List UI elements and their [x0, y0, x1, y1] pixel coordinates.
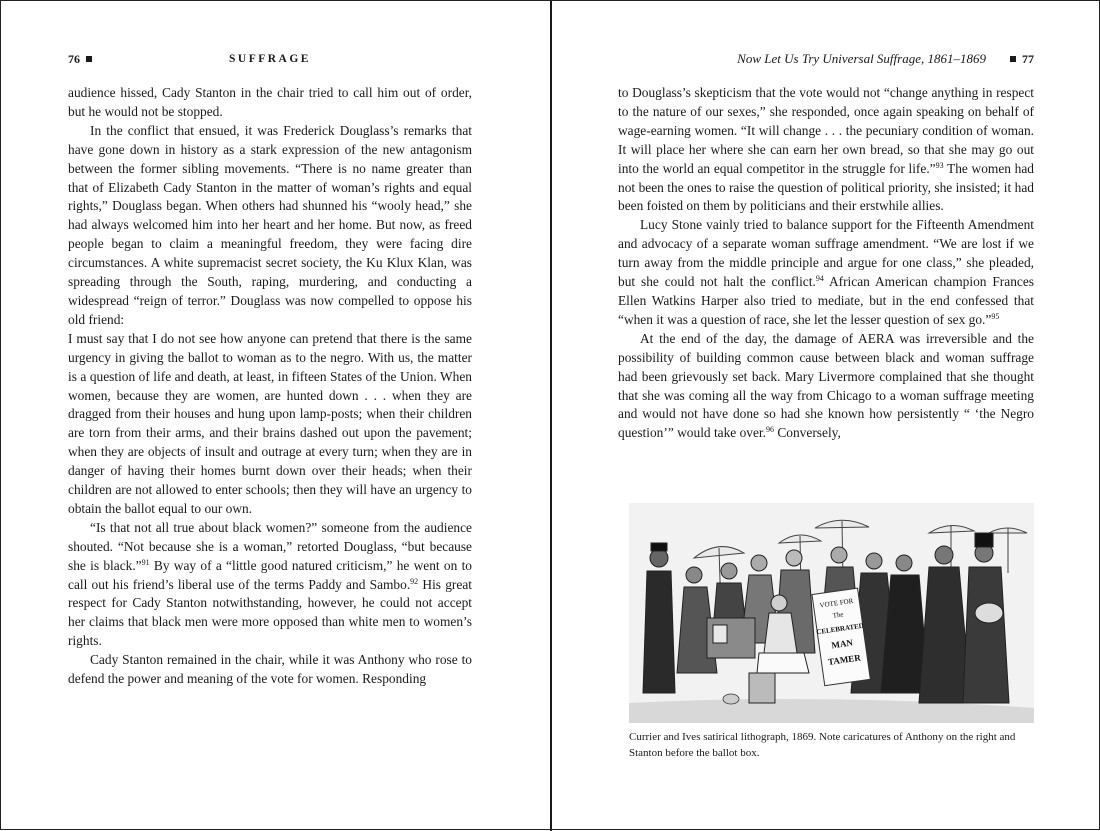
paragraph: audience hissed, Cady Stanton in the chair tried to call him out of order, but he would not be stopped.: [68, 85, 472, 119]
right-page: [552, 1, 1100, 831]
footnote-ref[interactable]: 91: [141, 557, 150, 567]
square-bullet-icon: [1010, 56, 1016, 62]
footnote-ref[interactable]: 93: [935, 160, 944, 170]
footnote-ref[interactable]: 94: [815, 274, 824, 284]
footnote-ref[interactable]: 95: [991, 311, 1000, 321]
sign-line: CELEBRATED: [815, 621, 865, 637]
sign-line: The: [832, 610, 845, 620]
paragraph: to Douglass’s skepticism that the vote would not “change anything in respect to the nature of our sexes,” she responded, once again speaking on behalf of wage-earning women. “It will change . . . the pecuniary condition of woman. It will place her where she can earn her own bread, so that she may go out into the world an equal competitor in the struggle for life.”$^{93}$ The women had not been the ones to raise the question of political priority, she insisted; it had been foisted on them by politicians and their erstwhile allies.: [618, 85, 1034, 214]
paragraph: Cady Stanton remained in the chair, while it was Anthony who rose to defend the power and meaning of the vote for women. Responding: [68, 652, 472, 687]
paragraph: Lucy Stone vainly tried to balance support for the Fifteenth Amendment and advocacy of a separate woman suffrage amendment. “We are lost if we turn away from the middle principle and argue for one class,” she pleaded, but she could not halt the conflict.$^{94}$ African American champion Frances Ellen Watkins Harper also tried to mediate, but in the end confessed that “when it was a question of race, she let the lesser question of sex go.”$^{95}$: [618, 217, 1034, 327]
right-body-text: [618, 84, 1034, 443]
left-running-head: [68, 50, 472, 68]
footnote-ref[interactable]: 96: [766, 425, 775, 435]
footnote-ref[interactable]: 92: [410, 576, 419, 586]
lithograph-figure: [629, 503, 1034, 723]
sign-line: VOTE FOR: [819, 596, 854, 610]
running-head-title-left: SUFFRAGE: [229, 53, 311, 65]
paragraph: At the end of the day, the damage of AERA was irreversible and the possibility of building common cause between black and woman suffrage had been grievously set back. Mary Livermore complained that she thought that she was coming all the way from Chicago to a woman suffrage meeting and would not have done so had she known how persistently “ ‘the Negro question’” would take over.$^{96}$ Conversely,: [618, 330, 1034, 441]
page-number-right: 77: [1022, 52, 1034, 66]
sign-line: TAMER: [827, 652, 862, 667]
left-body-text: [68, 84, 472, 689]
figure-caption: Currier and Ives satirical lithograph, 1869. Note caricatures of Anthony on the right and Stanton before the ballot box.: [629, 731, 1016, 759]
page-number-left: 76: [68, 52, 80, 66]
paragraph: “Is that not all true about black women?” someone from the audience shouted. “Not because she is a woman,” retorted Douglass, “but because she is black.”$^{91}$ By way of a “little good natured criticism,” he went on to call out his friend’s liberal use of the terms Paddy and Sambo.$^{92}$ His great respect for Cady Stanton notwithstanding, however, he could not accept her claims that black men were more opposed than white men to women’s rights.: [68, 519, 473, 649]
block-quote: I must say that I do not see how anyone can pretend that there is the same urgency in giving the ballot to woman as to the negro. With us, the matter is a question of life and death, at least, in fifteen States of the Union. When women, because they are women, are hunted down . . . when they are dragged from their houses and hung upon lamp-posts; when their children are torn from their arms, and their brains dashed out upon the pavement; when they are objects of insult and outrage at every turn; when they are in danger of having their homes burnt down over their heads; when their children are not allowed to enter schools; then they will have an urgency to obtain the ballot equal to our own.: [68, 330, 472, 516]
paragraph: In the conflict that ensued, it was Frederick Douglass’s remarks that have gone down in history as a stark expression of the new antagonism between the former sibling movements. “There is no name greater than that of Elizabeth Cady Stanton in the matter of woman’s rights and equal rights,” Douglass began. When others had shunned his “wooly head,” she had always welcomed him into her heart and her home. But now, as freed people began to claim a meaningful freedom, they were facing dire circumstances. A white supremacist secret society, the Ku Klux Klan, was spreading through the South, raping, murdering, and conducting a widespread “reign of terror.” Douglass was now compelled to oppose his old friend:: [68, 122, 472, 327]
right-folio-group: [1004, 50, 1034, 68]
right-running-head: [618, 50, 1034, 68]
running-head-title-right: Now Let Us Try Universal Suffrage, 1861–1869: [737, 51, 986, 66]
lithograph-illustration: [629, 503, 1034, 723]
sign-line: MAN: [830, 637, 854, 651]
left-page: [1, 1, 550, 831]
